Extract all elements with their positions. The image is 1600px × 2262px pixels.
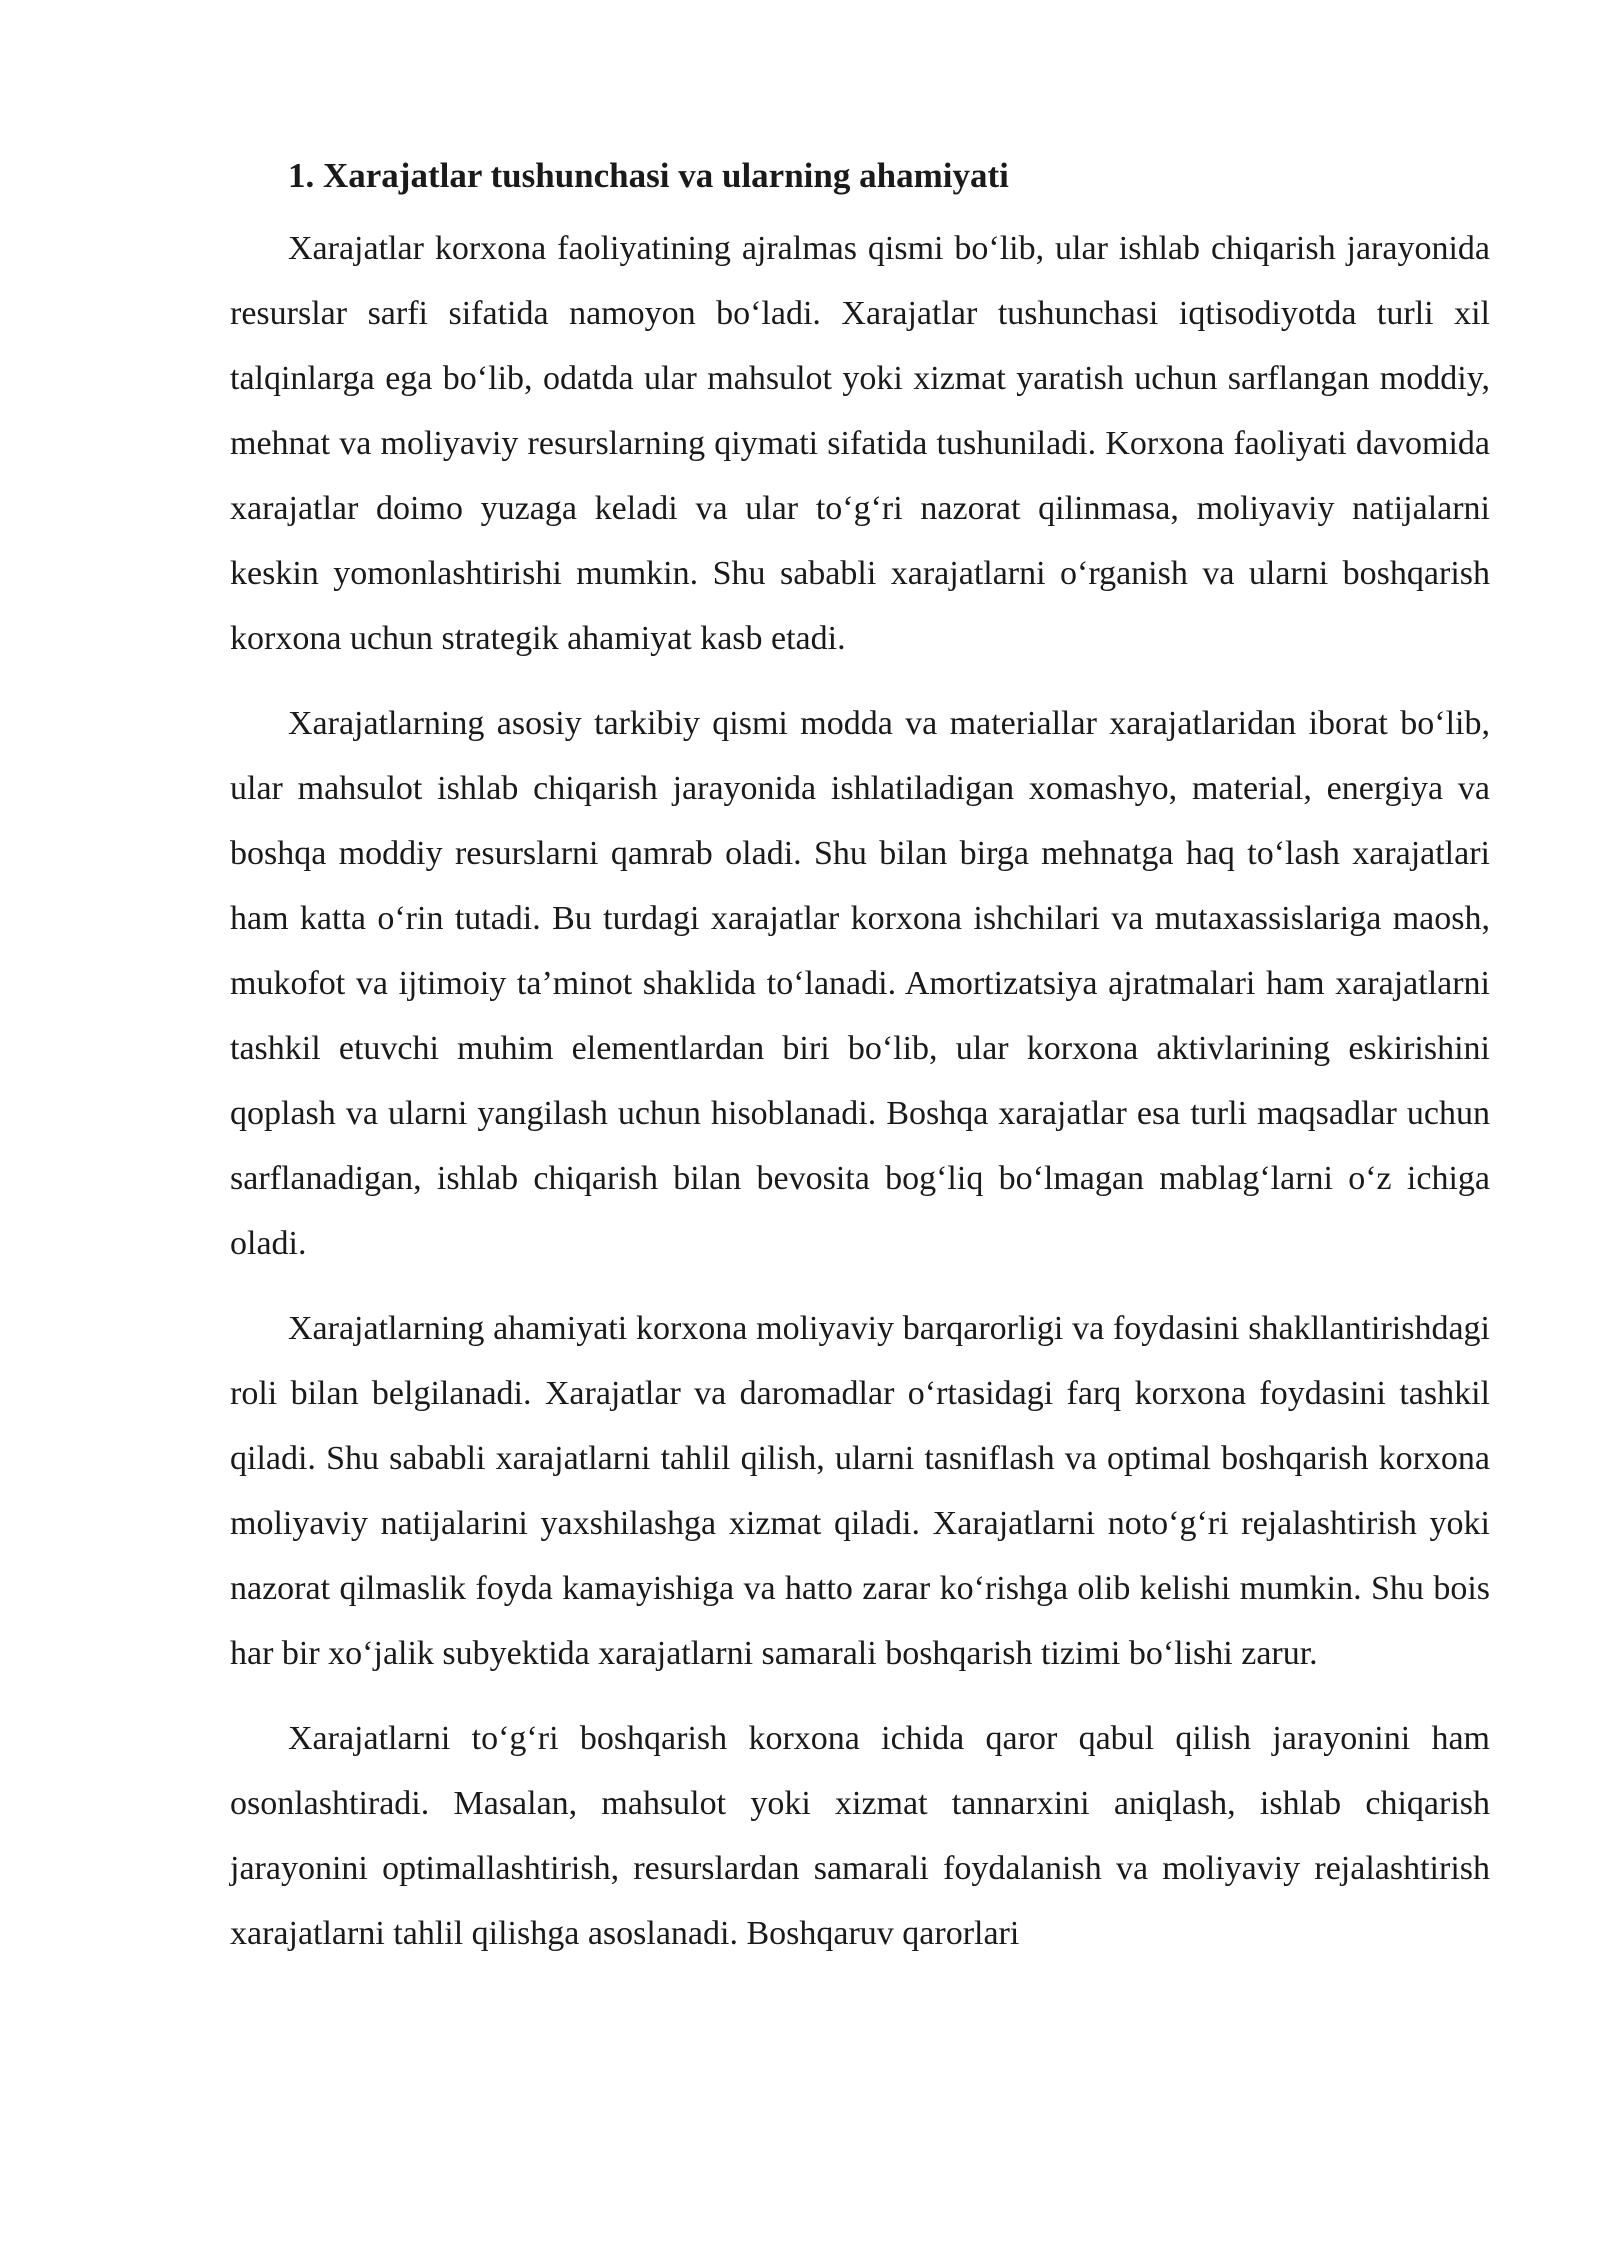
paragraph-2: Xarajatlarning asosiy tarkibiy qismi modda va materiallar xarajatlaridan iborat bo‘lib, ular mahsulot ishlab chiqarish jarayonida ishlatiladigan xomashyo, material, energiya va boshqa moddiy resurslarni qamrab oladi. Shu bilan birga mehnatga haq to‘lash xarajatlari ham katta o‘rin tutadi. Bu turdagi xarajatlar korxona ishchilari va mutaxassislariga maosh, mukofot va ijtimoiy ta’minot shaklida to‘lanadi. Amortizatsiya ajratmalari ham xarajatlarni tashkil etuvchi muhim elementlardan biri bo‘lib, ular korxona aktivlarining eskirishini qoplash va ularni yangilash uchun hisoblanadi. Boshqa xarajatlar esa turli maqsadlar uchun sarflanadigan, ishlab chiqarish bilan bevosita bog‘liq bo‘lmagan mablag‘larni o‘z ichiga oladi. (230, 705, 1490, 1262)
document-body (230, 150, 1490, 1986)
paragraph-1: Xarajatlar korxona faoliyatining ajralmas qismi bo‘lib, ular ishlab chiqarish jarayonida resurslar sarfi sifatida namoyon bo‘ladi. Xarajatlar tushunchasi iqtisodiyotda turli xil talqinlarga ega bo‘lib, odatda ular mahsulot yoki xizmat yaratish uchun sarflangan moddiy, mehnat va moliyaviy resurslarning qiymati sifatida tushuniladi. Korxona faoliyati davomida xarajatlar doimo yuzaga keladi va ular to‘g‘ri nazorat qilinmasa, moliyaviy natijalarni keskin yomonlashtirishi mumkin. Shu sababli xarajatlarni o‘rganish va ularni boshqarish korxona uchun strategik ahamiyat kasb etadi. (230, 230, 1490, 657)
section-heading: 1. Xarajatlar tushunchasi va ularning ahamiyati (288, 156, 1009, 195)
paragraph-4: Xarajatlarni to‘g‘ri boshqarish korxona ichida qaror qabul qilish jarayonini ham osonlashtiradi. Masalan, mahsulot yoki xizmat tannarxini aniqlash, ishlab chiqarish jarayonini optimallashtirish, resurslardan samarali foydalanish va moliyaviy rejalashtirish xarajatlarni tahlil qilishga asoslanadi. Boshqaruv qarorlari (230, 1720, 1490, 1952)
paragraph-3: Xarajatlarning ahamiyati korxona moliyaviy barqarorligi va foydasini shakllantirishdagi roli bilan belgilanadi. Xarajatlar va daromadlar o‘rtasidagi farq korxona foydasini tashkil qiladi. Shu sababli xarajatlarni tahlil qilish, ularni tasniflash va optimal boshqarish korxona moliyaviy natijalarini yaxshilashga xizmat qiladi. Xarajatlarni noto‘g‘ri rejalashtirish yoki nazorat qilmaslik foyda kamayishiga va hatto zarar ko‘rishga olib kelishi mumkin. Shu bois har bir xo‘jalik subyektida xarajatlarni samarali boshqarish tizimi bo‘lishi zarur. (230, 1310, 1490, 1672)
